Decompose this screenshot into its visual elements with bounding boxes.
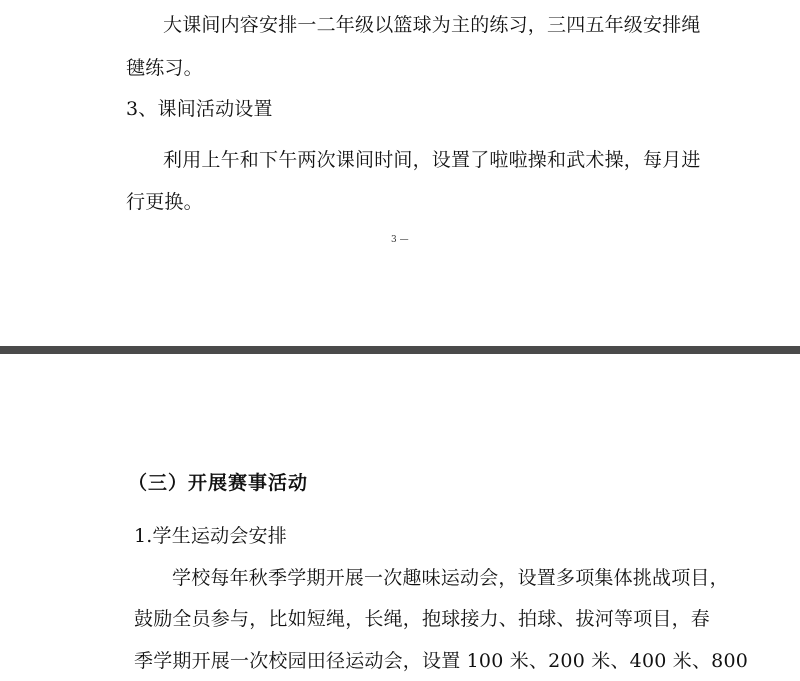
page-number: 3 —: [391, 235, 409, 245]
paragraph-line: 季学期开展一次校园田径运动会，设置 100 米、200 米、400 米、800: [134, 650, 749, 672]
page-separator: [0, 346, 800, 354]
document-page-bottom: [0, 354, 800, 681]
list-heading: 3、课间活动设置: [126, 98, 273, 120]
subheading: 1.学生运动会安排: [134, 525, 287, 547]
paragraph-line: 毽练习。: [126, 57, 203, 79]
section-heading: （三）开展赛事活动: [128, 472, 309, 494]
paragraph-line: 鼓励全员参与，比如短绳，长绳，抱球接力、拍球、拔河等项目，春: [134, 608, 711, 630]
paragraph-line: 利用上午和下午两次课间时间，设置了啦啦操和武术操，每月进: [163, 149, 701, 171]
paragraph-line: 大课间内容安排一二年级以篮球为主的练习，三四五年级安排绳: [163, 14, 701, 36]
paragraph-line: 行更换。: [126, 191, 203, 213]
paragraph-line: 学校每年秋季学期开展一次趣味运动会，设置多项集体挑战项目，: [172, 567, 729, 589]
